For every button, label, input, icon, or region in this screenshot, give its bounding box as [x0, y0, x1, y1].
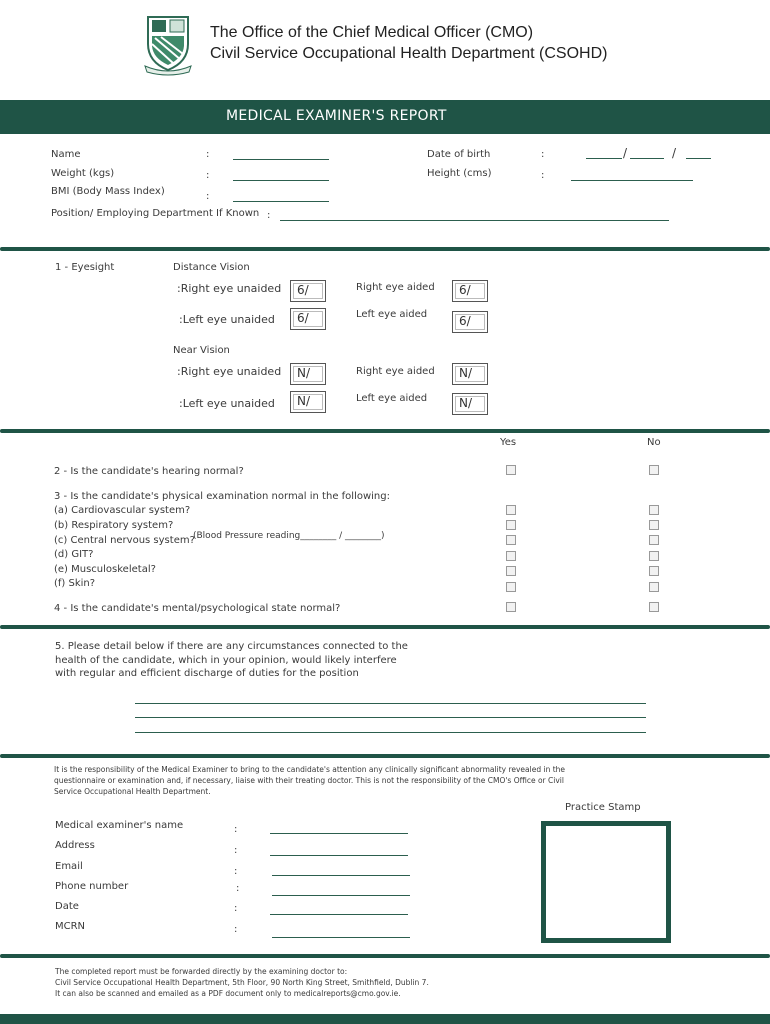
phone-colon: : — [236, 883, 240, 894]
mcrn-label: MCRN — [55, 921, 86, 932]
near-right-unaided-label: :Right eye unaided — [177, 365, 282, 378]
dob-label: Date of birth — [427, 149, 491, 160]
weight-colon: : — [206, 170, 210, 181]
mcrn-colon: : — [234, 924, 238, 935]
responsibility-line1: It is the responsibility of the Medical Examiner to bring to the candidate's attention any clinically significant abnormality revealed in the — [54, 765, 566, 774]
email-label: Email — [55, 861, 83, 872]
near-vision-label: Near Vision — [173, 345, 230, 356]
address-colon: : — [234, 845, 238, 856]
responsibility-line3: Service Occupational Health Department. — [54, 787, 211, 796]
height-colon: : — [541, 170, 545, 181]
no-column-header: No — [647, 437, 661, 448]
near-right-aided-label: Right eye aided — [356, 366, 435, 377]
section-divider — [0, 429, 770, 433]
question-3a: (a) Cardiovascular system? — [54, 505, 191, 516]
question-3b: (b) Respiratory system? — [54, 520, 174, 531]
question-3d: (d) GIT? — [54, 549, 94, 560]
name-field[interactable] — [233, 159, 329, 160]
eyesight-section-label: 1 - Eyesight — [55, 262, 115, 273]
date-colon: : — [234, 903, 238, 914]
examiner-name-label: Medical examiner's name — [55, 820, 184, 831]
dob-day-field[interactable] — [586, 158, 622, 159]
bmi-colon: : — [206, 191, 210, 202]
report-title: MEDICAL EXAMINER'S REPORT — [226, 108, 447, 124]
height-label: Height (cms) — [427, 168, 492, 179]
name-colon: : — [206, 149, 210, 160]
q5-answer-line-2[interactable] — [135, 717, 646, 718]
distance-left-unaided-label: :Left eye unaided — [179, 313, 275, 326]
distance-left-unaided-input[interactable]: 6/ — [290, 308, 326, 330]
near-left-unaided-label: :Left eye unaided — [179, 397, 275, 410]
distance-left-aided-input[interactable]: 6/ — [452, 311, 488, 333]
q3f-yes-checkbox[interactable] — [506, 582, 516, 592]
q2-yes-checkbox[interactable] — [506, 465, 516, 475]
footer-line3: It can also be scanned and emailed as a PDF document only to medicalreports@cmo.gov.ie. — [55, 989, 401, 998]
weight-field[interactable] — [233, 180, 329, 181]
header-title-line2: Civil Service Occupational Health Department (CSOHD) — [210, 45, 608, 62]
address-label: Address — [55, 840, 95, 851]
question-2: 2 - Is the candidate's hearing normal? — [54, 466, 244, 477]
distance-left-aided-label: Left eye aided — [356, 309, 428, 320]
bottom-bar — [0, 1014, 770, 1024]
section-divider — [0, 954, 770, 958]
footer-line1: The completed report must be forwarded directly by the examining doctor to: — [55, 967, 348, 976]
q3f-no-checkbox[interactable] — [649, 582, 659, 592]
examiner-name-colon: : — [234, 824, 238, 835]
phone-field[interactable] — [272, 895, 410, 896]
question-5-line1: 5. Please detail below if there are any circumstances connected to the — [55, 641, 408, 652]
section-divider — [0, 754, 770, 758]
footer-line2: Civil Service Occupational Health Department, 5th Floor, 90 North King Street, Smithfield, Dublin 7. — [55, 978, 429, 987]
yes-column-header: Yes — [500, 437, 517, 448]
blood-pressure-reading: (Blood Pressure reading________ / ________) — [193, 531, 385, 541]
q3d-yes-checkbox[interactable] — [506, 551, 516, 561]
email-colon: : — [234, 866, 238, 877]
q5-answer-line-3[interactable] — [135, 732, 646, 733]
q3b-yes-checkbox[interactable] — [506, 520, 516, 530]
q4-yes-checkbox[interactable] — [506, 602, 516, 612]
bmi-label: BMI (Body Mass Index) — [51, 186, 165, 197]
header-title-line1: The Office of the Chief Medical Officer (CMO) — [210, 24, 534, 41]
practice-stamp-label: Practice Stamp — [565, 802, 641, 813]
date-label: Date — [55, 901, 79, 912]
practice-stamp-box — [541, 821, 671, 943]
bmi-field[interactable] — [233, 201, 329, 202]
question-5-line2: health of the candidate, which in your opinion, would likely interfere — [55, 655, 397, 666]
section-divider — [0, 625, 770, 629]
q3b-no-checkbox[interactable] — [649, 520, 659, 530]
weight-label: Weight (kgs) — [51, 168, 115, 179]
position-field[interactable] — [280, 220, 669, 221]
q3e-yes-checkbox[interactable] — [506, 566, 516, 576]
question-3f: (f) Skin? — [54, 578, 96, 589]
dob-separator-2: / — [672, 146, 677, 160]
distance-right-aided-label: Right eye aided — [356, 282, 435, 293]
position-colon: : — [267, 210, 271, 221]
crest-logo — [143, 14, 193, 76]
height-field[interactable] — [571, 180, 693, 181]
near-left-unaided-input[interactable]: N/ — [290, 391, 326, 413]
distance-right-unaided-label: :Right eye unaided — [177, 282, 282, 295]
q4-no-checkbox[interactable] — [649, 602, 659, 612]
dob-colon: : — [541, 149, 545, 160]
near-right-aided-input[interactable]: N/ — [452, 363, 488, 385]
distance-vision-label: Distance Vision — [173, 262, 250, 273]
q3a-no-checkbox[interactable] — [649, 505, 659, 515]
question-3c: (c) Central nervous system? — [54, 535, 195, 546]
q3d-no-checkbox[interactable] — [649, 551, 659, 561]
question-3e: (e) Musculoskeletal? — [54, 564, 156, 575]
email-field[interactable] — [272, 875, 410, 876]
near-left-aided-label: Left eye aided — [356, 393, 428, 404]
near-left-aided-input[interactable]: N/ — [452, 393, 488, 415]
address-field[interactable] — [270, 855, 408, 856]
question-3: 3 - Is the candidate's physical examination normal in the following: — [54, 491, 390, 502]
examiner-name-field[interactable] — [270, 833, 408, 834]
responsibility-line2: questionnaire or examination and, if necessary, liaise with their treating doctor. This is not the responsibility of the CMO's Office or Civil — [54, 776, 564, 785]
q5-answer-line-1[interactable] — [135, 703, 646, 704]
q3a-yes-checkbox[interactable] — [506, 505, 516, 515]
question-5-line3: with regular and efficient discharge of duties for the position — [55, 668, 359, 679]
distance-right-aided-input[interactable]: 6/ — [452, 280, 488, 302]
question-4: 4 - Is the candidate's mental/psychological state normal? — [54, 603, 341, 614]
section-divider — [0, 247, 770, 251]
q3c-yes-checkbox[interactable] — [506, 535, 516, 545]
near-right-unaided-input[interactable]: N/ — [290, 363, 326, 385]
mcrn-field[interactable] — [272, 937, 410, 938]
dob-year-field[interactable] — [686, 158, 711, 159]
q2-no-checkbox[interactable] — [649, 465, 659, 475]
name-label: Name — [51, 149, 81, 160]
position-label: Position/ Employing Department If Known — [51, 208, 260, 219]
dob-month-field[interactable] — [630, 158, 664, 159]
q3e-no-checkbox[interactable] — [649, 566, 659, 576]
dob-separator-1: / — [623, 146, 628, 160]
distance-right-unaided-input[interactable]: 6/ — [290, 280, 326, 302]
date-field[interactable] — [270, 914, 408, 915]
q3c-no-checkbox[interactable] — [649, 535, 659, 545]
report-banner — [0, 100, 770, 134]
phone-label: Phone number — [55, 881, 129, 892]
